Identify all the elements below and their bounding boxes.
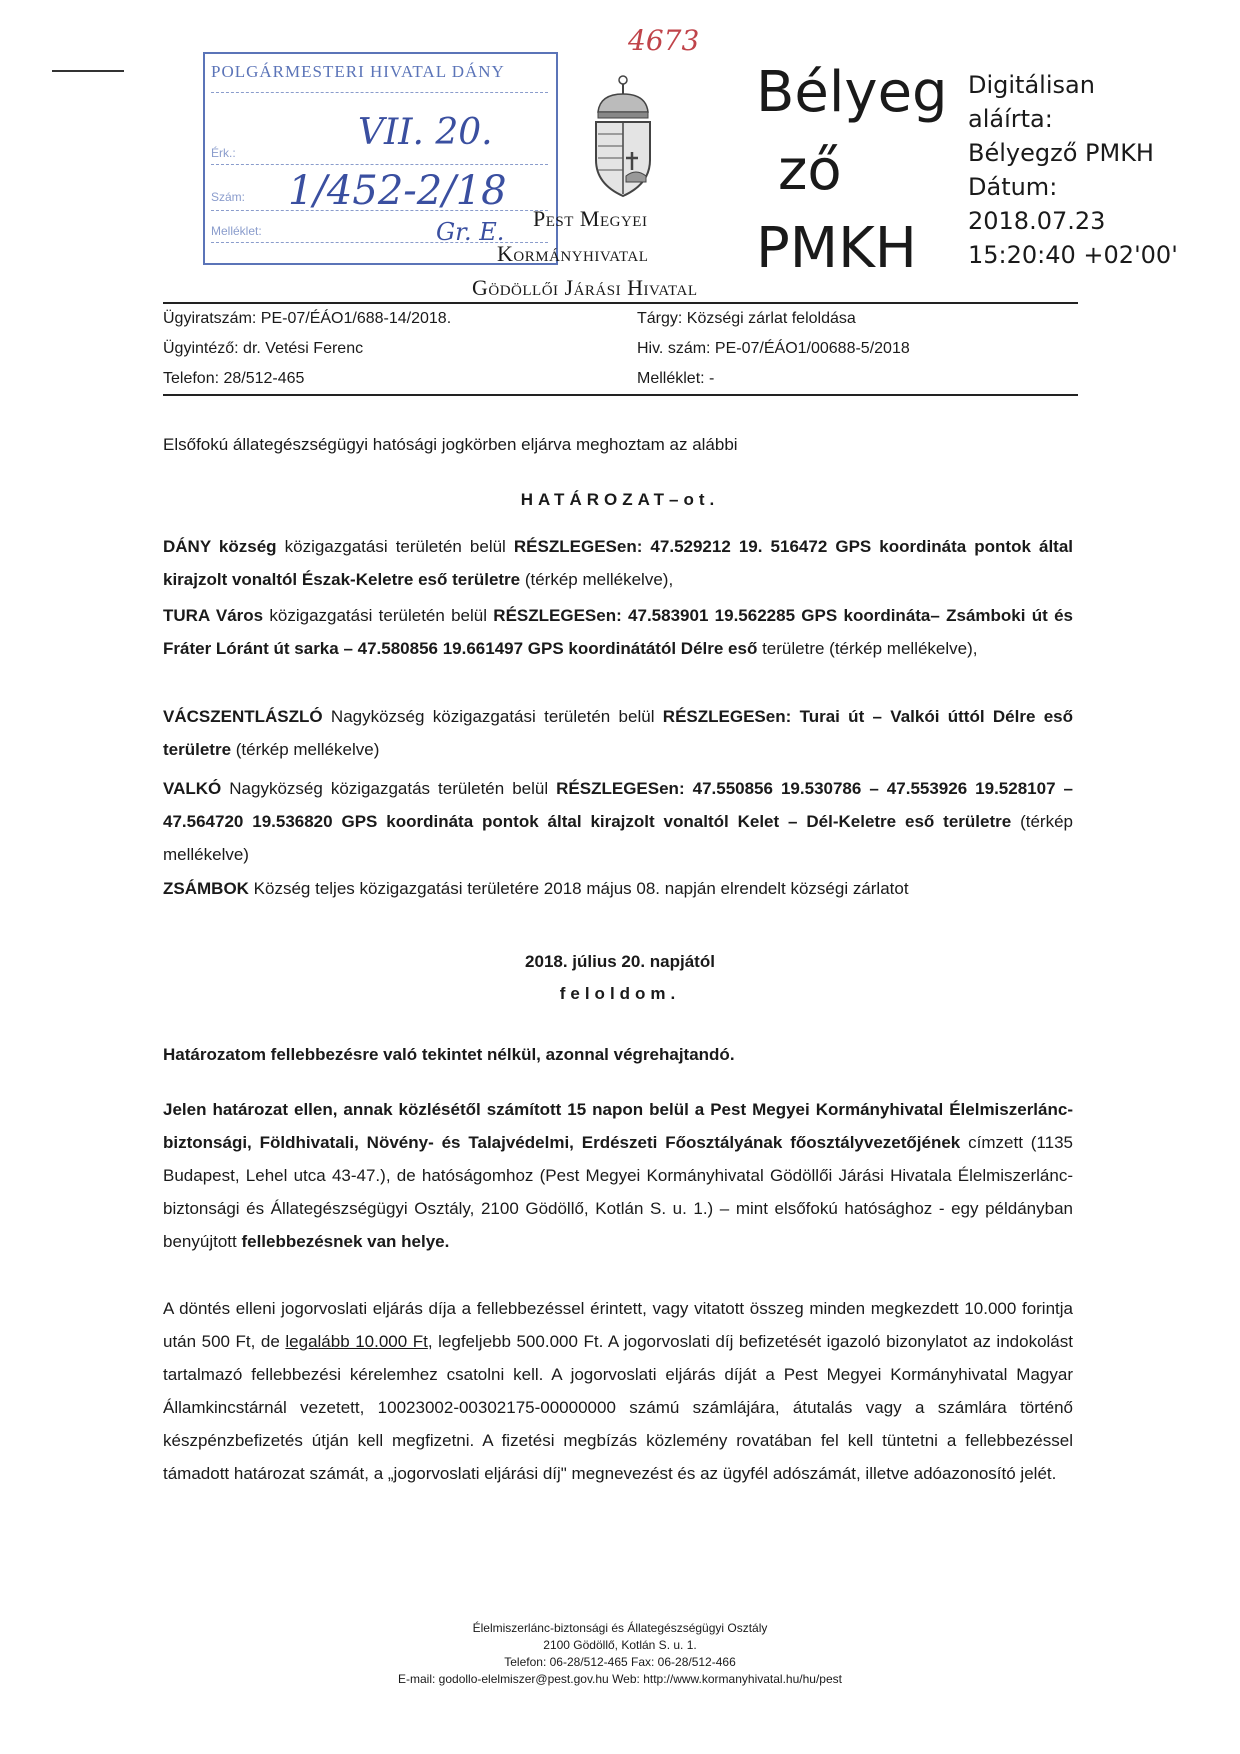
area-name: DÁNY község xyxy=(163,537,277,556)
hungarian-coat-of-arms-icon xyxy=(586,72,660,200)
signature-detail-line: Digitálisan xyxy=(968,71,1095,99)
area-name: VÁCSZENTLÁSZLÓ xyxy=(163,707,323,726)
effective-date: 2018. július 20. napjától xyxy=(525,952,715,971)
stamp-divider xyxy=(211,92,548,93)
area-name: VALKÓ xyxy=(163,779,222,798)
area-paragraph-valko xyxy=(163,772,1073,871)
area-note: (térkép mellékelve) xyxy=(231,740,380,759)
area-name: TURA Város xyxy=(163,606,264,625)
fee-text: A döntés elleni jogorvoslati eljárás díja a fellebbezéssel érintett, vagy vitatott összeg minden megkezdett 10.000 forintja után 500 Ft, de xyxy=(163,1299,1073,1351)
officer-phone: Telefon: 28/512-465 xyxy=(163,370,305,387)
signature-big-line-3: PMKH xyxy=(756,216,917,281)
footer xyxy=(0,1620,1240,1688)
appeal-paragraph xyxy=(163,1093,1073,1258)
area-name: ZSÁMBOK xyxy=(163,879,249,898)
handwritten-file-number: 1/452-2/18 xyxy=(288,168,507,214)
stamp-attach-label: Melléklet: xyxy=(211,224,262,238)
handwritten-date: VII. 20. xyxy=(358,112,493,153)
stamp-divider xyxy=(211,164,548,165)
area-note: (térkép mellékelve), xyxy=(520,570,674,589)
digital-signature-details xyxy=(968,68,1230,272)
area-scope: RÉSZLEGESen: Turai út – Valkói úttól Délre eső területre xyxy=(163,707,1073,759)
handwritten-registry-number: 4673 xyxy=(628,24,700,57)
area-scope: RÉSZLEGESen: 47.583901 19.562285 GPS koordináta– Zsámboki út és Fráter Lóránt út sarka – 47.580856 19.661497 GPS koordinátától Délre eső xyxy=(163,606,1073,658)
meta-rule xyxy=(163,394,1078,396)
case-officer: Ügyintéző: dr. Vetési Ferenc xyxy=(163,340,364,357)
lift-statement: feloldom. xyxy=(559,984,681,1003)
area-paragraph-tura xyxy=(163,599,1073,665)
footer-department: Élelmiszerlánc-biztonsági és Állategészségügyi Osztály xyxy=(472,1621,768,1635)
area-text: közigazgatási területén belül xyxy=(263,606,494,625)
appeal-conclusion: fellebbezésnek van helye. xyxy=(241,1232,450,1251)
signature-big-line-1: Bélyeg xyxy=(756,60,948,125)
received-stamp xyxy=(203,52,558,265)
area-text: Nagyközség közigazgatási területén belül xyxy=(322,707,663,726)
signature-detail-line: Dátum: xyxy=(968,173,1058,201)
fee-paragraph xyxy=(163,1292,1073,1490)
appeal-forum: Jelen határozat ellen, annak közlésétől számított 15 napon belül a Pest Megyei Kormányhivatal Élelmiszerlánc-biztonsági, Földhivatali, Növény- és Talajvédelmi, Erdészeti Főosztályának főosztályvezetőjének xyxy=(163,1100,1073,1152)
signature-detail-line: aláírta: xyxy=(968,105,1053,133)
letterhead-line-1: Pest Megyei xyxy=(533,206,648,231)
case-number: Ügyiratszám: PE-07/ÉÁO1/688-14/2018. xyxy=(163,310,452,327)
area-note: (térkép mellékelve) xyxy=(163,812,1073,864)
letterhead-line-2: Kormányhivatal xyxy=(497,241,649,266)
subject: Tárgy: Községi zárlat feloldása xyxy=(637,310,856,327)
area-note: területre (térkép mellékelve), xyxy=(757,639,978,658)
area-scope: RÉSZLEGESen: 47.550856 19.530786 – 47.553926 19.528107 – 47.564720 19.536820 GPS koordináta pontok által kirajzolt vonaltól Kelet – Dél-Keletre eső területre xyxy=(163,779,1073,831)
header-rule xyxy=(163,302,1078,304)
area-text: Község teljes közigazgatási területére 2018 május 08. napján elrendelt községi zárlatot xyxy=(248,879,909,898)
handwritten-initials: Gr. E. xyxy=(436,218,505,246)
letterhead-line-3: Gödöllői Járási Hivatal xyxy=(472,275,698,300)
area-scope: RÉSZLEGESen: 47.529212 19. 516472 GPS koordináta pontok által kirajzolt vonaltól Észak-Keletre eső területre xyxy=(163,537,1074,589)
margin-dash xyxy=(52,70,124,72)
area-text: Nagyközség közigazgatás területén belül xyxy=(221,779,557,798)
intro-paragraph: Elsőfokú állategészségügyi hatósági jogkörben eljárva meghoztam az alábbi xyxy=(163,435,738,454)
signature-detail-line: Bélyegző PMKH xyxy=(968,139,1154,167)
reference-number: Hiv. szám: PE-07/ÉÁO1/00688-5/2018 xyxy=(637,340,910,357)
fee-text: , legfeljebb 500.000 Ft. A jogorvoslati díj befizetését igazoló bizonylatot az indokolást tartalmazó fellebbezési kérelemhez csatolni kell. A jogorvoslati eljárás díját a Pest Megyei Kormányhivatal Magyar Államkincstárnál vezetett, 10023002-00302175-00000000 számú számlájára, átutalás vagy a számlára történő készpénzbefizetés útján kell megfizetni. A fizetési megbízás közlemény rovatában fel kell tüntetni a fellebbezéssel támadott határozat számát, a „jogorvoslati eljárási díj" megnevezést és az ügyfél adószámát, illetve adóazonosító jelét. xyxy=(163,1332,1073,1483)
signature-detail-line: 15:20:40 +02'00' xyxy=(968,241,1178,269)
area-text: közigazgatási területén belül xyxy=(276,537,514,556)
area-paragraph-vacszentlaszlo xyxy=(163,700,1073,766)
appeal-details: címzett (1135 Budapest, Lehel utca 43-47.), de hatóságomhoz (Pest Megyei Kormányhivatal Gödöllői Járási Hivatala Élelmiszerlánc-biztonsági és Állategészségügyi Osztály, 2100 Gödöllő, Kotlán S. u. 1.) – mint elsőfokú hatósághoz - egy példányban benyújtott xyxy=(163,1133,1073,1251)
decision-title: HATÁROZAT–ot. xyxy=(520,490,720,509)
stamp-office: POLGÁRMESTERI HIVATAL DÁNY xyxy=(211,62,505,81)
stamp-date-label: Érk.: xyxy=(211,146,236,160)
footer-address: 2100 Gödöllő, Kotlán S. u. 1. xyxy=(543,1638,697,1652)
attachment: Melléklet: - xyxy=(637,370,715,387)
area-paragraph-dany xyxy=(163,530,1073,596)
area-paragraph-zsambok xyxy=(163,872,1073,905)
signature-detail-line: 2018.07.23 xyxy=(968,207,1106,235)
immediate-enforcement: Határozatom fellebbezésre való tekintet nélkül, azonnal végrehajtandó. xyxy=(163,1045,735,1064)
fee-minimum: legalább 10.000 Ft xyxy=(285,1332,428,1351)
signature-big-line-2: ző xyxy=(778,138,842,203)
footer-email-web: E-mail: godollo-elelmiszer@pest.gov.hu Web: http://www.kormanyhivatal.hu/hu/pest xyxy=(398,1672,842,1686)
stamp-number-label: Szám: xyxy=(211,190,246,204)
footer-phone-fax: Telefon: 06-28/512-465 Fax: 06-28/512-466 xyxy=(504,1655,736,1669)
